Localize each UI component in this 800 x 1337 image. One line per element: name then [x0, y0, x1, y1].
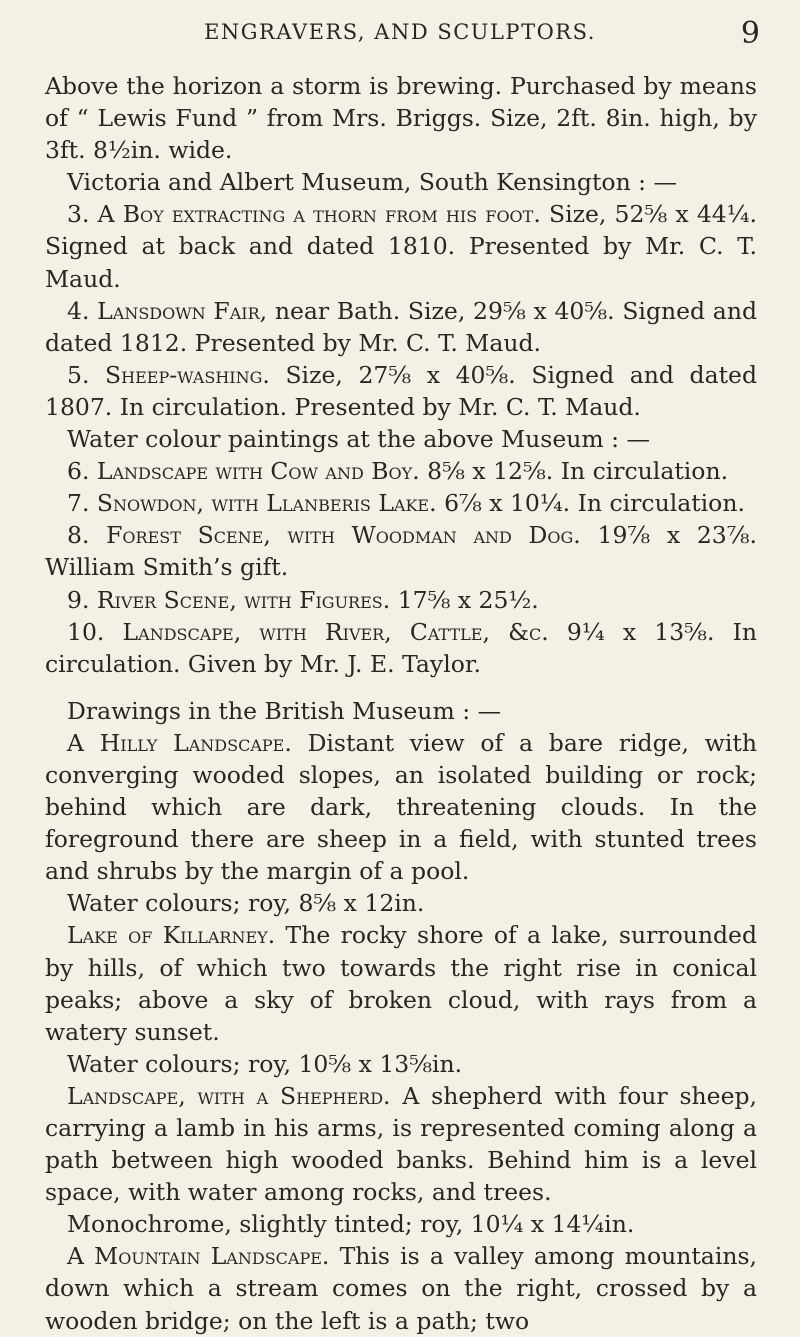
entry-title: Lake of Killarney. [67, 921, 276, 950]
catalogue-entry: 9. River Scene, with Figures. 17⅝ x 25½. [67, 585, 539, 614]
paragraph: Above the horizon a storm is brewing. Purchased by means of “ Lewis Fund ” from Mrs. Briggs. Size, 2ft. 8in. high, by 3ft. 8½in. wide. [45, 72, 757, 165]
catalogue-entry: 5. Sheep-washing. Size, 27⅝ x 40⅝. Signed and dated 1807. In circulation. Presented by Mr. C. T. Maud. [45, 360, 757, 421]
page-header [0, 16, 800, 54]
page-number: 9 [740, 16, 760, 51]
drawing-entry: A Mountain Landscape. This is a valley among mountains, down which a stream comes on the right, crossed by a wooden bridge; on the left is a path; two [45, 1242, 757, 1335]
section-heading-museum: Victoria and Albert Museum, South Kensington : — [67, 168, 678, 197]
drawing-entry: Landscape, with a Shepherd. A shepherd with four sheep, carrying a lamb in his arms, is represented coming along a path between high wooded banks. Behind him is a level space, with water among rocks, and trees. [45, 1081, 757, 1207]
catalogue-entry: 4. Lansdown Fair, near Bath. Size, 29⅝ x 40⅝. Signed and dated 1812. Presented by Mr. C. T. Maud. [45, 296, 757, 357]
catalogue-entry: 6. Landscape with Cow and Boy. 8⅝ x 12⅝. In circulation. [67, 457, 729, 486]
catalogue-entry: 10. Landscape, with River, Cattle, &c. 9¼ x 13⅝. In circulation. Given by Mr. J. E. Taylor. [45, 617, 758, 678]
catalogue-entry: 7. Snowdon, with Llanberis Lake. 6⅞ x 10¼. In circulation. [67, 489, 745, 518]
catalogue-entry: 3. A Boy extracting a thorn from his foot. Size, 52⅝ x 44¼. Signed at back and dated 1810. Presented by Mr. C. T. Maud. [45, 200, 757, 293]
drawing-entry: Lake of Killarney. The rocky shore of a lake, surrounded by hills, of which two towards the right rise in conical peaks; above a sky of broken cloud, with rays from a watery sunset. [45, 921, 757, 1046]
entry-title: 8. Forest Scene, with Woodman and Dog. [67, 521, 581, 550]
running-title: ENGRAVERS, AND SCULPTORS. [204, 20, 596, 44]
entry-title: 5. Sheep-washing. [67, 360, 270, 389]
entry-title: 4. Lansdown Fair, [67, 296, 268, 325]
drawing-entry: A Hilly Landscape. Distant view of a bare ridge, with converging wooded slopes, an isolated building or rock; behind which are dark, threatening clouds. In the foreground there are sheep in a field, with stunted trees and shrubs by the margin of a pool. [45, 728, 757, 886]
drawing-medium: Water colours; roy, 10⅝ x 13⅝in. [67, 1049, 463, 1078]
entry-title: A Hilly Landscape. [67, 728, 292, 757]
section-heading-water-colours: Water colour paintings at the above Museum : — [67, 425, 651, 454]
entry-title: 7. Snowdon, with Llanberis Lake. [67, 489, 437, 518]
entry-title: 6. Landscape with Cow and Boy. [67, 457, 420, 486]
entry-title: A Mountain Landscape. [67, 1242, 330, 1271]
drawing-medium: Monochrome, slightly tinted; roy, 10¼ x 14¼in. [67, 1210, 635, 1239]
entry-title: Landscape, with a Shepherd. [67, 1081, 391, 1110]
drawing-medium: Water colours; roy, 8⅝ x 12in. [67, 889, 425, 918]
section-heading-british-museum: Drawings in the British Museum : — [67, 696, 502, 725]
entry-title: 9. River Scene, with Figures. [67, 585, 391, 614]
entry-title: 3. A Boy extracting a thorn from his foot. [67, 200, 541, 229]
catalogue-entry: 8. Forest Scene, with Woodman and Dog. 19⅞ x 23⅞. William Smith’s gift. [45, 521, 757, 582]
entry-title: 10. Landscape, with River, Cattle, &c. [67, 617, 549, 646]
body-text [45, 70, 757, 1337]
